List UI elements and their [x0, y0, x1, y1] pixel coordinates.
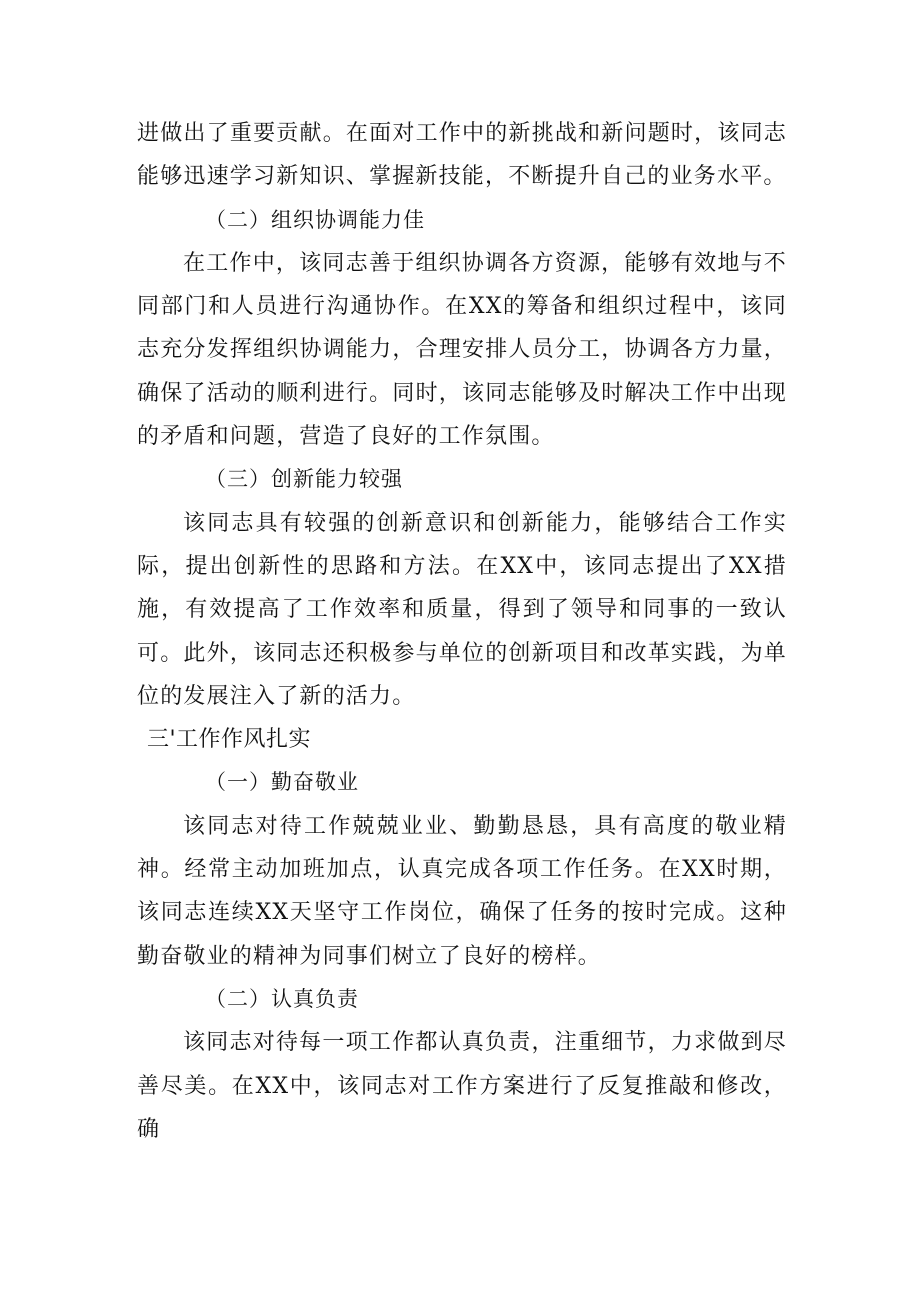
subheading-innovation: （三）创新能力较强: [205, 467, 403, 492]
section-heading-work-style: 三'工作作风扎实: [147, 727, 312, 753]
paragraph-diligence: 该同志对待工作兢兢业业、勤勤恳恳，具有高度的敬业精神。经常主动加班加点，认真完成各项工作任务。在XX时期，该同志连续XX天坚守工作岗位，确保了任务的按时完成。这种勤奋敬业的精神为同事们树立了良好的榜样。: [137, 813, 787, 969]
paragraph-responsibility: 该同志对待每一项工作都认真负责，注重细节，力求做到尽善尽美。在XX中，该同志对工作方案进行了反复推敲和修改，确: [137, 1030, 787, 1142]
document-page: [137, 112, 787, 1151]
paragraph-continuation: 进做出了重要贡献。在面对工作中的新挑战和新问题时，该同志能够迅速学习新知识、掌握新技能，不断提升自己的业务水平。: [137, 121, 787, 190]
subheading-responsibility: （二）认真负责: [205, 986, 359, 1011]
paragraph-innovation: 该同志具有较强的创新意识和创新能力，能够结合工作实际，提出创新性的思路和方法。在XX中，该同志提出了XX措施，有效提高了工作效率和质量，得到了领导和同事的一致认可。此外，该同志还积极参与单位的创新项目和改革实践，为单位的发展注入了新的活力。: [137, 510, 787, 709]
paragraph-organization: 在工作中，该同志善于组织协调各方资源，能够有效地与不同部门和人员进行沟通协作。在XX的筹备和组织过程中，该同志充分发挥组织协调能力，合理安排人员分工，协调各方力量，确保了活动的顺利进行。同时，该同志能够及时解决工作中出现的矛盾和问题，营造了良好的工作氛围。: [137, 250, 787, 450]
subheading-organization: （二）组织协调能力佳: [205, 207, 425, 232]
subheading-diligence: （一）勤奋敬业: [205, 770, 359, 795]
